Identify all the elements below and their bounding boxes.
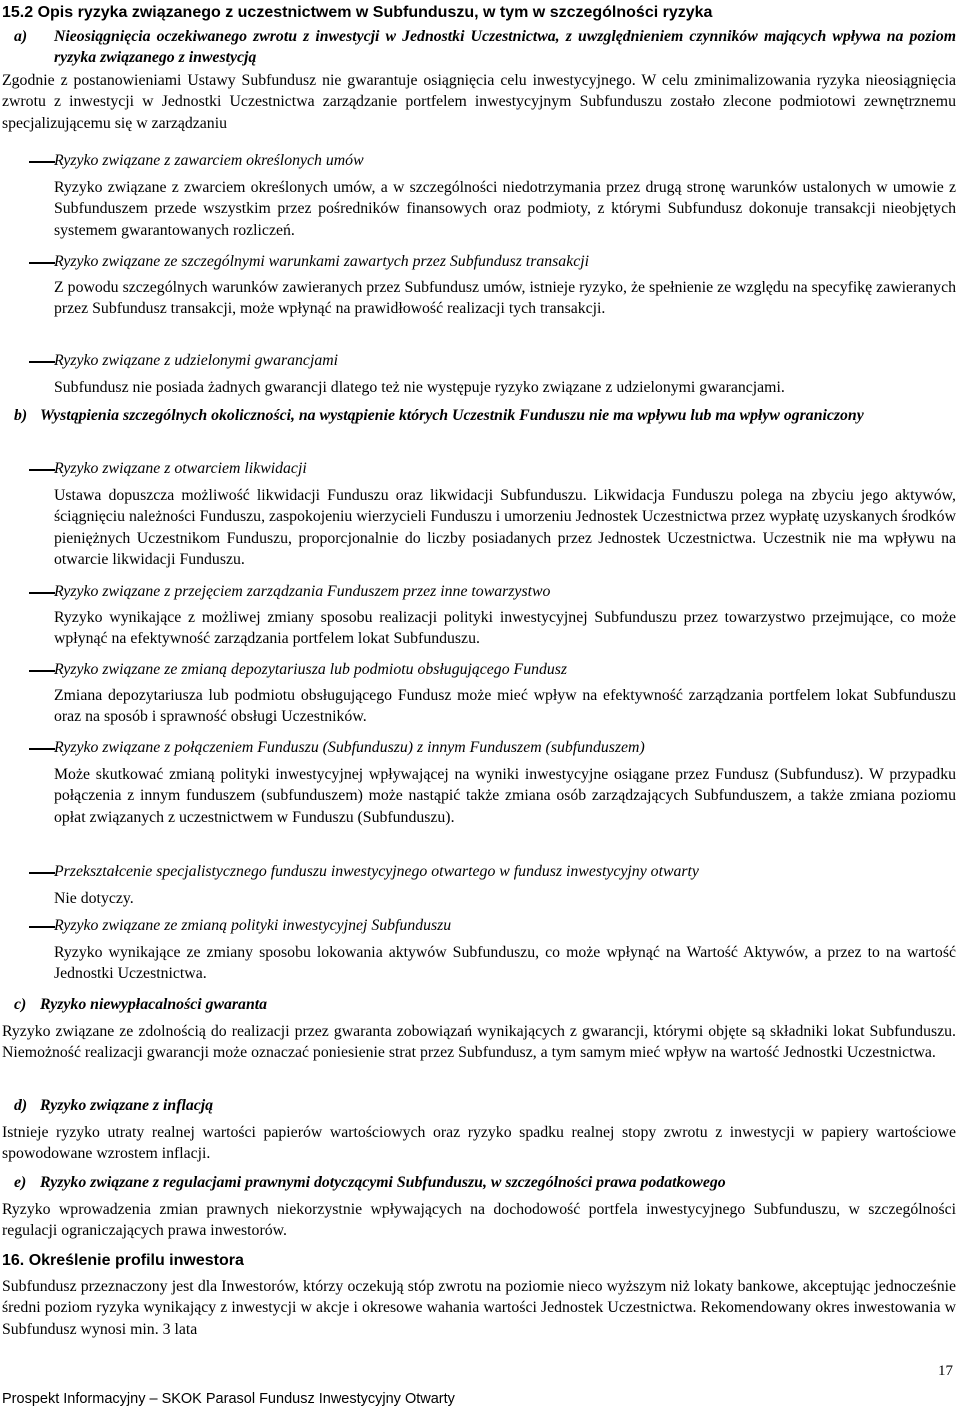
item-text: Ryzyko związane z zwarciem określonych umów, a w szczególności niedotrzymania przez drugą stronę warunków ustalonych w umowie z Subfunduszem przede wszystkim przez pośredników finansowych oraz podmioty, z którymi Subfundusz dokonuje transakcji nieobjętych systemem gwarantowanych rozliczeń. (54, 179, 956, 239)
subsection-b-title: Wystąpienia szczególnych okoliczności, na wystąpienie których Uczestnik Funduszu nie ma wpływu lub ma wpływ ograniczony (40, 407, 864, 424)
subsection-e-label: e) (14, 1174, 27, 1191)
item-title: Ryzyko związane ze szczególnymi warunkami zawartych przez Subfundusz transakcji (54, 253, 590, 270)
item-title: Ryzyko związane z udzielonymi gwarancjami (54, 352, 339, 369)
subsection-c-title: Ryzyko niewypłacalności gwaranta (40, 996, 268, 1013)
item-title: Ryzyko związane z otwarciem likwidacji (54, 460, 307, 477)
footer-document-title: Prospekt Informacyjny – SKOK Parasol Fundusz Inwestycyjny Otwarty (2, 1391, 455, 1407)
section-title: 15.2 Opis ryzyka związanego z uczestnictwem w Subfunduszu, w tym w szczególności ryzyka (2, 4, 713, 21)
item-title: Ryzyko związane ze zmianą polityki inwestycyjnej Subfunduszu (54, 917, 452, 934)
item-text: Subfundusz nie posiada żadnych gwarancji dlatego też nie występuje ryzyko związane z udzielonymi gwarancjami. (54, 379, 785, 396)
subsection-a-body: Zgodnie z postanowieniami Ustawy Subfundusz nie gwarantuje osiągnięcia celu inwestycyjnego. W celu zminimalizowania ryzyka nieosiągnięcia zwrotu z inwestycji w Jednostki Uczestnictwa zarządzanie portfelem inwestycyjnym Subfunduszu zostało zlecone podmiotowi zewnętrznemu specjalizującemu się w zarządzaniu (2, 72, 956, 132)
subsection-c-text: Ryzyko związane ze zdolnością do realizacji przez gwaranta zobowiązań wynikających z gwarancji, którymi objęte są składniki lokat Subfunduszu. Niemożność realizacji gwarancji może oznaczać poniesienie strat przez Subfundusz, a tym samym mieć wpływ na wartość Jednostki Uczestnictwa. (2, 1023, 956, 1062)
subsection-b-label: b) (14, 407, 28, 424)
subsection-a-title: Nieosiągnięcia oczekiwanego zwrotu z inwestycji w Jednostki Uczestnictwa, z uwzględnieniem czynników mających wpływa na poziom ryzyka związanego z inwestycją (54, 28, 956, 67)
subsection-d-label: d) (14, 1097, 28, 1114)
item-text: Może skutkować zmianą polityki inwestycyjnej wpływającej na wyniki inwestycyjne osiągane przez Fundusz (Subfundusz). W przypadku połączenia z innym funduszem (subfunduszem) może nastąpić także zmiana osób zarządzających Subfunduszem, a także zmiana poziomu opłat związanych z uczestnictwem w Funduszu (Subfunduszu). (54, 766, 956, 826)
subsection-c-label: c) (14, 996, 27, 1013)
item-title: Ryzyko związane z przejęciem zarządzania Funduszem przez inne towarzystwo (54, 583, 551, 600)
subsection-e-text: Ryzyko wprowadzenia zmian prawnych niekorzystnie wpływających na dochodowość portfela inwestycyjnego Subfunduszu, w szczególności regulacji ograniczających prawa inwestorów. (2, 1201, 956, 1240)
section-16-text: Subfundusz przeznaczony jest dla Inwestorów, którzy oczekują stóp zwrotu na poziomie nieco wyższym niż lokaty bankowe, akceptując jednocześnie średni poziom ryzyka wynikający z inwestycji w akcje i okresowe wahania wartości Jednostek Uczestnictwa. Rekomendowany okres inwestowania w Subfundusz wynosi min. 3 lata (2, 1278, 956, 1338)
item-text: Ryzyko wynikające ze zmiany sposobu lokowania aktywów Subfunduszu, co może wpłynąć na Wartość Aktywów, a przez to na wartość Jednostki Uczestnictwa. (54, 944, 956, 983)
item-title: Ryzyko związane z połączeniem Funduszu (Subfunduszu) z innym Funduszem (subfunduszem) (54, 739, 645, 756)
subsection-d-title: Ryzyko związane z inflacją (40, 1097, 214, 1114)
section-16-title: 16. Określenie profilu inwestora (2, 1252, 244, 1269)
item-text: Ryzyko wynikające z możliwej zmiany sposobu realizacji polityki inwestycyjnej Subfunduszu przez towarzystwo przejmujące, co może wpłynąć na efektywność zarządzania portfelem lokat Subfunduszu. (54, 609, 956, 648)
subsection-e-title: Ryzyko związane z regulacjami prawnymi dotyczącymi Subfunduszu, w szczególności prawa podatkowego (40, 1174, 726, 1191)
item-title: Przekształcenie specjalistycznego funduszu inwestycyjnego otwartego w fundusz inwestycyjny otwarty (54, 863, 699, 880)
subsection-d-text: Istnieje ryzyko utraty realnej wartości papierów wartościowych oraz ryzyko spadku realnej stopy zwrotu z inwestycji w papiery wartościowe spowodowane wzrostem inflacji. (2, 1124, 956, 1163)
page-number: 17 (938, 1363, 953, 1379)
subsection-a-label: a) (14, 28, 28, 45)
item-text: Zmiana depozytariusza lub podmiotu obsługującego Fundusz może mieć wpływ na efektywność zarządzania portfelem lokat Subfunduszu oraz na sposób i sprawność obsługi Uczestników. (54, 687, 956, 726)
item-text: Z powodu szczególnych warunków zawieranych przez Subfundusz umów, istnieje ryzyko, że spełnienie ze względu na specyfikę zawieranych przez Subfundusz transakcji, może wpłynąć na prawidłowość realizacji tych transakcji. (54, 279, 956, 318)
item-title: Ryzyko związane ze zmianą depozytariusza lub podmiotu obsługującego Fundusz (54, 661, 568, 678)
item-text: Ustawa dopuszcza możliwość likwidacji Funduszu oraz likwidacji Subfunduszu. Likwidacja Funduszu polega na zbyciu jego aktywów, ściągnięciu należności Funduszu, zaspokojeniu wierzycieli Funduszu i umorzeniu Jednostek Uczestnictwa przez wypłatę uzyskanych środków pieniężnych Uczestnikom Funduszu, proporcjonalnie do liczby posiadanych przez Jednostek Uczestnictwa. Uczestnik nie ma wpływu na otwarcie likwidacji Funduszu. (54, 487, 956, 568)
item-title: Ryzyko związane z zawarciem określonych umów (54, 152, 364, 169)
item-text: Nie dotyczy. (54, 890, 134, 907)
